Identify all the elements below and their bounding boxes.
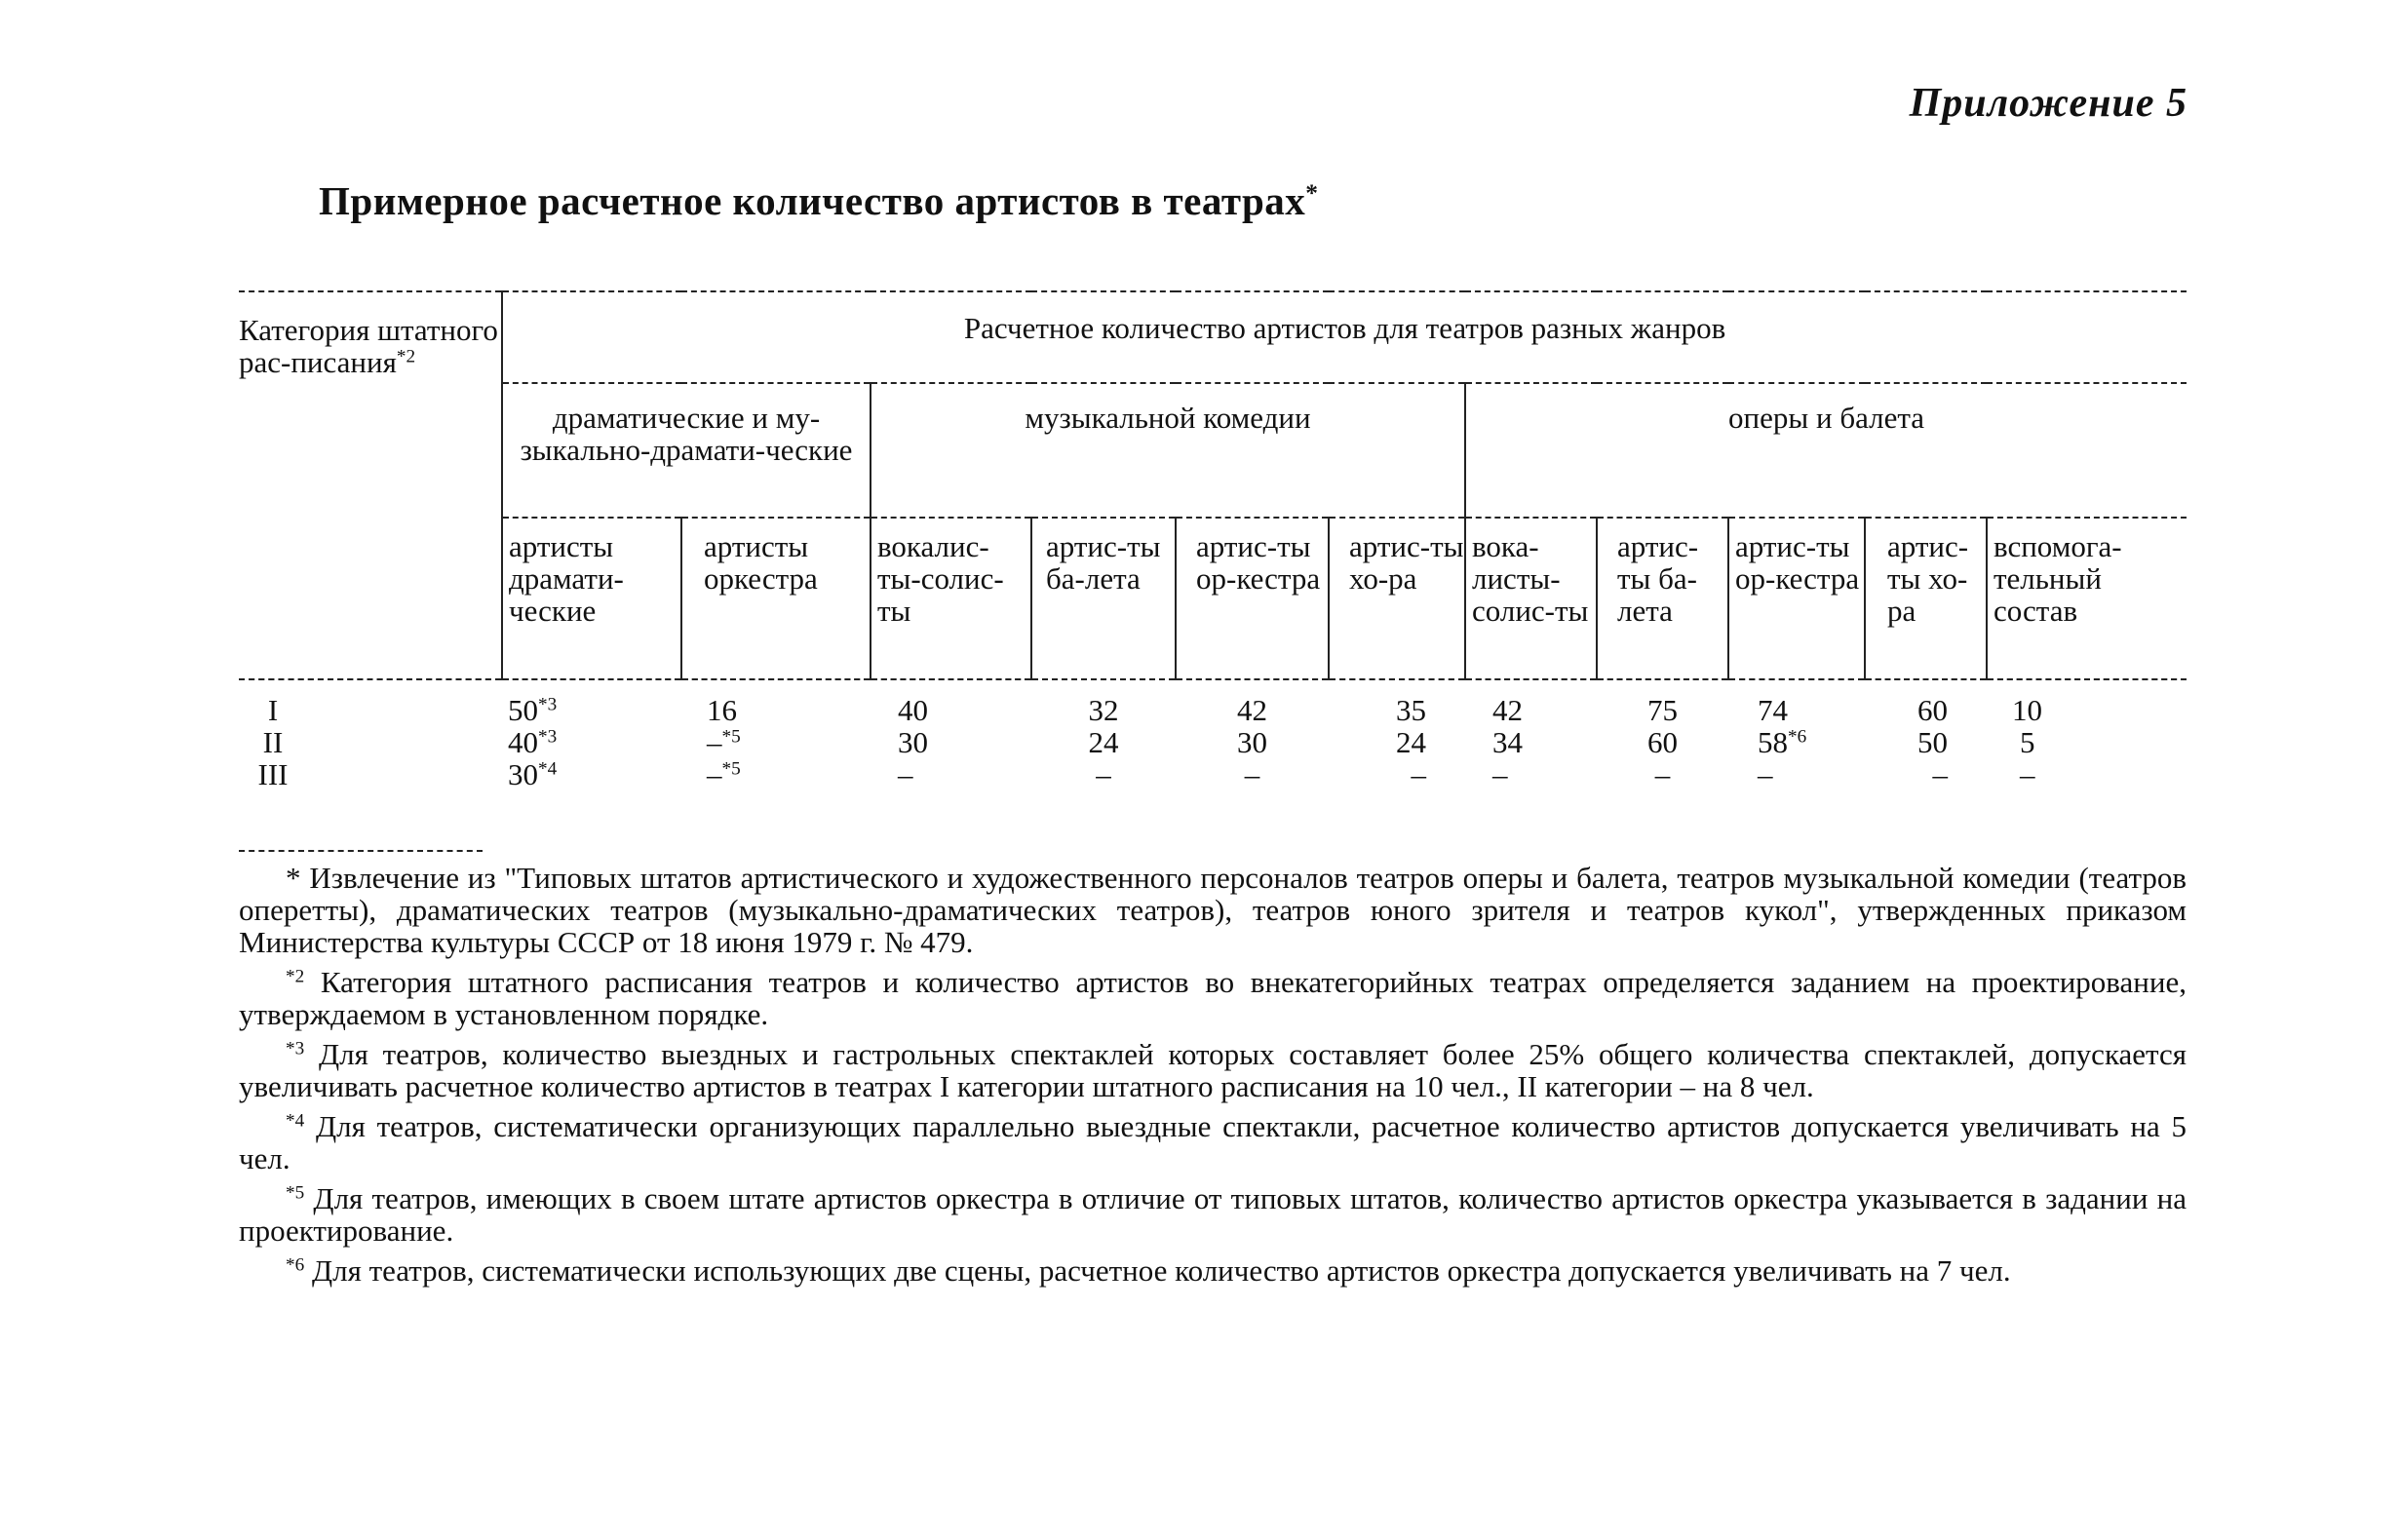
cell-mc-ballet: – [1096, 757, 1111, 791]
cell-drama-actors [502, 758, 681, 790]
appendix-label: Приложение 5 [1909, 81, 2187, 126]
cell-mc-ballet: 32 [1088, 693, 1119, 727]
title-footnote-mark: * [1305, 179, 1319, 208]
footnote-4 [239, 1110, 2187, 1174]
cell-ob-ballet: 60 [1647, 725, 1678, 759]
table-row [239, 726, 2187, 758]
cell-ob-vocal: 42 [1492, 693, 1523, 727]
table-row [239, 679, 2187, 726]
cell-footnote-mark: *6 [1788, 726, 1807, 748]
footnote-1 [239, 862, 2187, 958]
footnote-text: Извлечение из "Типовых штатов артистического и художественного персоналов театров оперы и балета, театров музыкальной комедии (театров оперетты), драматических театров (музыкально-драматических театров), театров юного зрителя и театров кукол", утвержденных приказом Министерства культуры СССР от 18 июня 1979 г. № 479. [239, 861, 2187, 959]
footnote-2 [239, 966, 2187, 1030]
footnote-divider [239, 850, 483, 852]
footnote-6 [239, 1254, 2187, 1287]
col-header-drama-actors: артисты драмати-ческие [502, 518, 681, 679]
cell-drama-orchestra [681, 726, 871, 758]
genre-header-opera-ballet: оперы и балета [1465, 383, 2187, 518]
cell-mc-orchestra: 42 [1237, 693, 1267, 727]
cell-mc-choir: – [1411, 757, 1426, 791]
cell-ob-ballet: – [1654, 757, 1671, 791]
cell-drama-orchestra [681, 758, 871, 790]
col-header-ob-choir: артис-ты хо-ра [1865, 518, 1987, 679]
col-header-mc-ballet: артис-ты ба-лета [1031, 518, 1176, 679]
col-header-mc-orchestra: артис-ты ор-кестра [1176, 518, 1329, 679]
cell-mc-orchestra: – [1244, 757, 1260, 791]
cell-drama-actors [502, 726, 681, 758]
cell-ob-orchestra [1728, 726, 1865, 758]
cell-ob-vocal: – [1492, 757, 1508, 791]
cell-value: 58 [1758, 725, 1788, 759]
cell-mc-vocal: – [898, 757, 913, 791]
cell-value: 30 [508, 757, 538, 791]
genre-header-drama: драматические и му-зыкально-драмати-ческие [502, 383, 871, 518]
category-header-mark: *2 [396, 346, 416, 367]
cell-mc-ballet: 24 [1088, 725, 1119, 759]
footnote-mark: *5 [286, 1182, 305, 1204]
footnote-text: Для театров, имеющих в своем штате артистов оркестра в отличие от типовых штатов, количество артистов оркестра указывается в задании на проектирование. [239, 1181, 2187, 1248]
cell-mc-vocal: 40 [898, 693, 928, 727]
footnote-5 [239, 1182, 2187, 1247]
cell-ob-choir: – [1932, 757, 1948, 791]
cell-mc-orchestra: 30 [1237, 725, 1267, 759]
category-header-text: Категория штатного рас-писания [239, 313, 498, 379]
cell-footnote-mark: *5 [721, 726, 741, 748]
cell-ob-ballet: 75 [1647, 693, 1678, 727]
col-header-mc-choir: артис-ты хо-ра [1329, 518, 1465, 679]
cell-ob-orchestra [1728, 679, 1865, 726]
table-row [239, 758, 2187, 790]
footnote-mark: *2 [286, 966, 305, 987]
footnote-3 [239, 1038, 2187, 1102]
cell-value: – [1758, 757, 1773, 791]
footnote-mark: *3 [286, 1038, 305, 1059]
col-header-ob-auxiliary: вспомога-тельный состав [1987, 518, 2187, 679]
cell-footnote-mark: *4 [538, 758, 558, 780]
cell-mc-choir: 24 [1396, 725, 1426, 759]
artists-table-wrapper [239, 290, 2187, 790]
footnote-text: Категория штатного расписания театров и количество артистов во внекатегорийных театрах определяется заданием на проектирование, утверждаемом в установленном порядке. [239, 965, 2187, 1031]
col-header-ob-vocal: вока-листы-солис-ты [1465, 518, 1597, 679]
row-category: III [257, 757, 289, 791]
title-text: Примерное расчетное количество артистов в театрах [319, 178, 1306, 223]
cell-value: – [707, 725, 722, 759]
row-category: I [267, 693, 279, 727]
cell-ob-choir: 60 [1917, 693, 1948, 727]
col-header-ob-orchestra: артис-ты ор-кестра [1728, 518, 1865, 679]
cell-value: 50 [508, 693, 538, 727]
col-header-mc-vocal: вокалис-ты-солис-ты [871, 518, 1031, 679]
cell-ob-auxiliary: – [2020, 757, 2035, 791]
cell-footnote-mark: *3 [538, 726, 558, 748]
footnote-text: Для театров, систематически использующих две сцены, расчетное количество артистов оркестра допускается увеличивать на 7 чел. [311, 1253, 2011, 1288]
group-header: Расчетное количество артистов для театров разных жанров [502, 291, 2187, 383]
page-title [319, 177, 1318, 224]
cell-ob-orchestra [1728, 758, 1865, 790]
cell-value: 40 [508, 725, 538, 759]
row-category: II [262, 725, 284, 759]
col-header-ob-ballet: артис-ты ба-лета [1597, 518, 1728, 679]
cell-ob-auxiliary: 5 [2020, 725, 2035, 759]
cell-mc-vocal: 30 [898, 725, 928, 759]
cell-value: 16 [707, 693, 737, 727]
category-header [239, 291, 502, 679]
footnote-mark: * [286, 861, 301, 895]
cell-ob-vocal: 34 [1492, 725, 1523, 759]
footnotes [239, 862, 2187, 1294]
col-header-drama-orchestra: артисты оркестра [681, 518, 871, 679]
cell-drama-orchestra [681, 679, 871, 726]
cell-drama-actors [502, 679, 681, 726]
footnote-text: Для театров, количество выездных и гастрольных спектаклей которых составляет более 25% общего количества спектаклей, допускается увеличивать расчетное количество артистов в театрах I категории штатного расписания на 10 чел., II категории – на 8 чел. [239, 1037, 2187, 1103]
cell-footnote-mark: *3 [538, 694, 558, 715]
cell-ob-auxiliary: 10 [2012, 693, 2042, 727]
cell-footnote-mark: *5 [721, 758, 741, 780]
cell-mc-choir: 35 [1396, 693, 1426, 727]
footnote-text: Для театров, систематически организующих параллельно выездные спектакли, расчетное количество артистов допускается увеличивать на 5 чел. [239, 1109, 2187, 1175]
artists-table [239, 290, 2187, 790]
footnote-mark: *4 [286, 1110, 305, 1132]
cell-value: 74 [1758, 693, 1788, 727]
footnote-mark: *6 [286, 1254, 305, 1276]
cell-ob-choir: 50 [1917, 725, 1948, 759]
genre-header-musical-comedy: музыкальной комедии [871, 383, 1465, 518]
cell-value: – [707, 757, 722, 791]
